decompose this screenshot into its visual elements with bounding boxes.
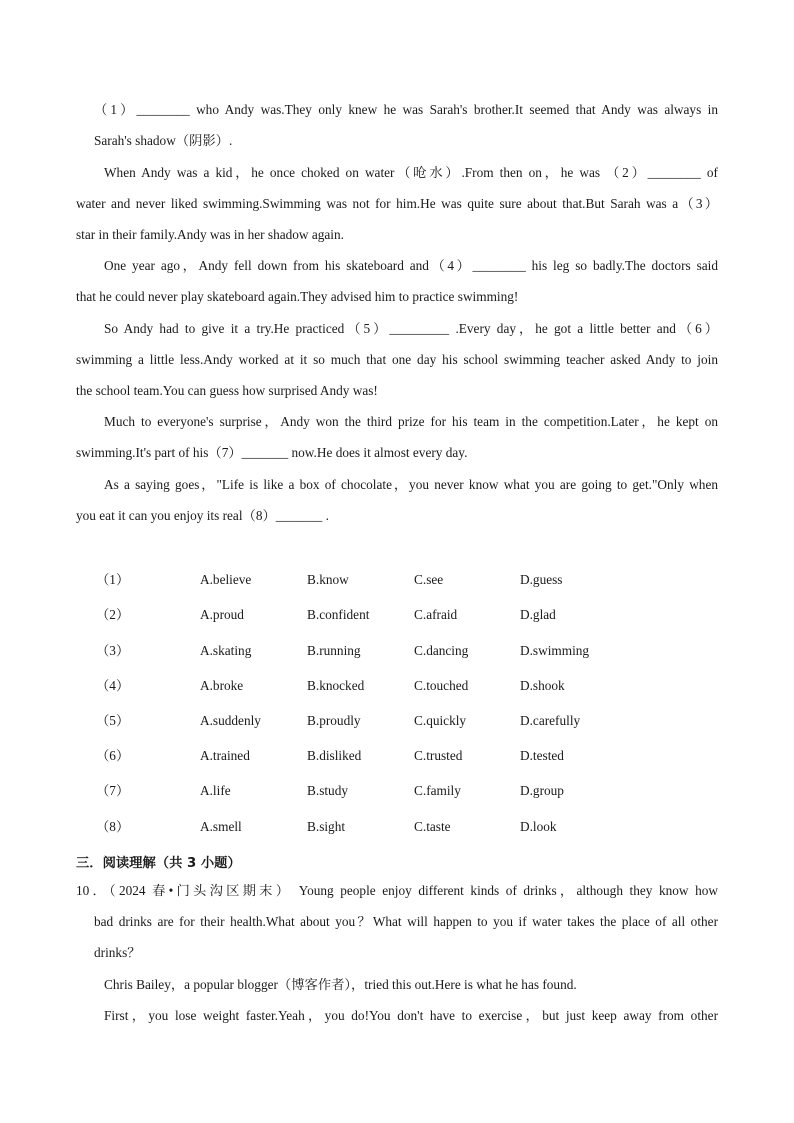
option-a[interactable]: A.skating xyxy=(200,643,252,658)
passage-line: that he could never play skateboard again.They advised him to practice swimming! xyxy=(76,289,519,304)
option-row xyxy=(0,819,794,835)
option-b[interactable]: B.know xyxy=(307,572,349,587)
question-number: （6） xyxy=(96,748,130,763)
option-d[interactable]: D.tested xyxy=(520,748,564,763)
option-c[interactable]: C.taste xyxy=(414,819,451,834)
option-a[interactable]: A.trained xyxy=(200,748,250,763)
option-b[interactable]: B.confident xyxy=(307,607,370,622)
question-number: （2） xyxy=(96,607,130,622)
option-c[interactable]: C.family xyxy=(414,783,461,798)
option-d[interactable]: D.carefully xyxy=(520,713,581,728)
option-a[interactable]: A.life xyxy=(200,783,231,798)
question-line: drinks？ xyxy=(94,945,141,960)
passage-line: you eat it can you enjoy its real（8）_______ . xyxy=(76,508,329,523)
option-row xyxy=(0,748,794,764)
question-number: （3） xyxy=(96,643,130,658)
question-line: First，you lose weight faster.Yeah，you do!You don't have to exercise，but just keep away from other xyxy=(104,1008,718,1023)
question-number: （8） xyxy=(96,819,130,834)
passage-line: When Andy was a kid，he once choked on water（呛水）.From then on，he was （2）________ of xyxy=(104,165,718,180)
option-b[interactable]: B.proudly xyxy=(307,713,361,728)
option-d[interactable]: D.guess xyxy=(520,572,563,587)
option-c[interactable]: C.dancing xyxy=(414,643,469,658)
passage-line: star in their family.Andy was in her shadow again. xyxy=(76,227,344,242)
option-b[interactable]: B.sight xyxy=(307,819,346,834)
option-a[interactable]: A.suddenly xyxy=(200,713,261,728)
passage-line: So Andy had to give it a try.He practiced（5）_________ .Every day，he got a little better and（6） xyxy=(104,321,718,336)
question-number: （4） xyxy=(96,678,130,693)
option-a[interactable]: A.smell xyxy=(200,819,242,834)
option-d[interactable]: D.group xyxy=(520,783,564,798)
passage-line: Much to everyone's surprise，Andy won the third prize for his team in the competition.Later，he kept on xyxy=(104,414,718,429)
section-title: 三．阅读理解（共 3 小题） xyxy=(76,856,241,871)
option-row xyxy=(0,572,794,588)
option-row xyxy=(0,607,794,623)
option-b[interactable]: B.disliked xyxy=(307,748,362,763)
option-c[interactable]: C.quickly xyxy=(414,713,467,728)
option-b[interactable]: B.knocked xyxy=(307,678,365,693)
question-line: 10．（2024 春•门头沟区期末） Young people enjoy different kinds of drinks，although they know how xyxy=(76,883,718,898)
question-line: bad drinks are for their health.What about you？What will happen to you if water takes the place of all other xyxy=(94,914,718,929)
option-row xyxy=(0,643,794,659)
passage-line: swimming.It's part of his（7）_______ now.He does it almost every day. xyxy=(76,445,468,460)
option-c[interactable]: C.see xyxy=(414,572,444,587)
passage-line: One year ago，Andy fell down from his skateboard and（4）________ his leg so badly.The doctors said xyxy=(104,258,718,273)
option-c[interactable]: C.afraid xyxy=(414,607,458,622)
option-a[interactable]: A.broke xyxy=(200,678,244,693)
option-row xyxy=(0,783,794,799)
option-a[interactable]: A.proud xyxy=(200,607,244,622)
option-d[interactable]: D.look xyxy=(520,819,557,834)
passage-line: As a saying goes，"Life is like a box of chocolate，you never know what you are going to get."Only when xyxy=(104,477,718,492)
option-a[interactable]: A.believe xyxy=(200,572,252,587)
option-b[interactable]: B.running xyxy=(307,643,361,658)
question-number: （5） xyxy=(96,713,130,728)
passage-line: swimming a little less.Andy worked at it so much that one day his school swimming teacher asked Andy to join xyxy=(76,352,718,367)
question-line: Chris Bailey，a popular blogger（博客作者），tried this out.Here is what he has found. xyxy=(104,977,577,992)
question-number: （1） xyxy=(96,572,130,587)
option-row xyxy=(0,678,794,694)
option-d[interactable]: D.shook xyxy=(520,678,565,693)
option-d[interactable]: D.glad xyxy=(520,607,556,622)
option-c[interactable]: C.trusted xyxy=(414,748,463,763)
passage-line: the school team.You can guess how surprised Andy was! xyxy=(76,383,378,398)
passage-line: （1）________ who Andy was.They only knew he was Sarah's brother.It seemed that Andy was always in xyxy=(94,102,718,117)
option-d[interactable]: D.swimming xyxy=(520,643,590,658)
option-b[interactable]: B.study xyxy=(307,783,349,798)
passage-line: Sarah's shadow（阴影）. xyxy=(94,133,233,148)
option-c[interactable]: C.touched xyxy=(414,678,469,693)
option-row xyxy=(0,713,794,729)
question-number: （7） xyxy=(96,783,130,798)
passage-line: water and never liked swimming.Swimming was not for him.He was quite sure about that.But Sarah was a（3） xyxy=(76,196,718,211)
